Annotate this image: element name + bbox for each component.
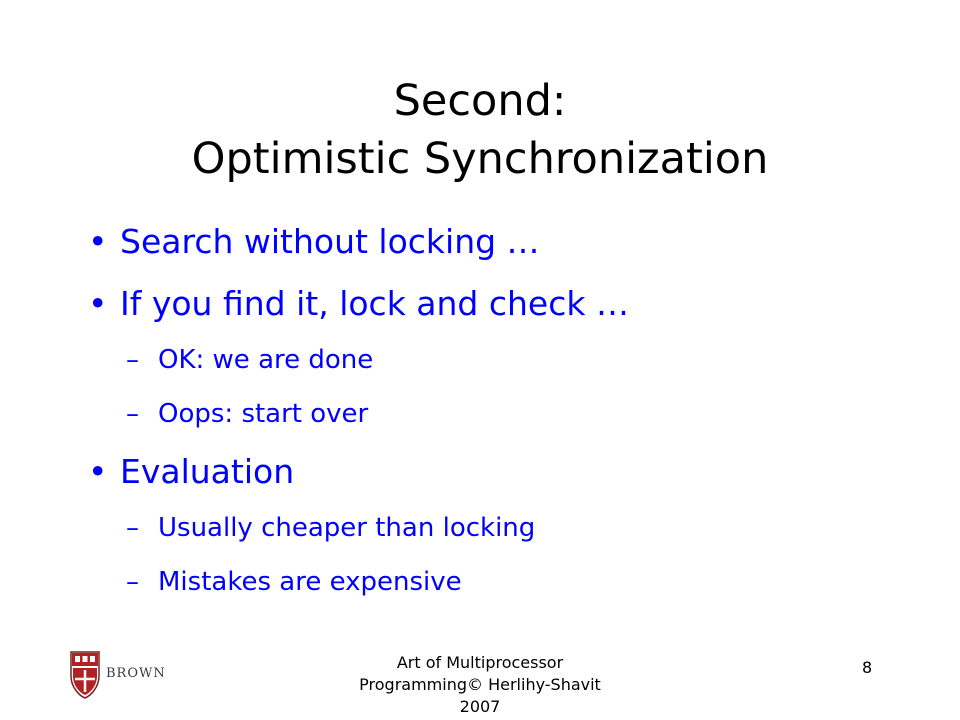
footer-credit-line-3: 2007 [459, 697, 501, 716]
sub-bullet-item [126, 512, 536, 544]
slide-title-line-1: Second: [393, 76, 567, 126]
bullet-marker: • [88, 222, 108, 261]
sub-bullet-text: OK: we are done [158, 345, 374, 375]
footer-credit-line-1: Art of Multiprocessor [396, 653, 564, 672]
sub-bullet-marker: – [126, 345, 139, 375]
sub-bullet-item [126, 398, 369, 430]
sub-bullet-text: Oops: start over [158, 399, 369, 429]
sub-bullet-marker: – [126, 513, 139, 543]
bullet-text: Evaluation [120, 452, 295, 491]
bullet-text: If you find it, lock and check … [120, 284, 629, 323]
bullet-item [88, 222, 540, 262]
footer-credit-line-2: Programming© Herlihy-Shavit [359, 675, 601, 694]
sub-bullet-item [126, 344, 374, 376]
bullet-item [88, 452, 295, 492]
sub-bullet-text: Mistakes are expensive [158, 567, 462, 597]
sub-bullet-item [126, 566, 462, 598]
brown-university-shield-icon [68, 646, 188, 702]
sub-bullet-marker: – [126, 567, 139, 597]
footer-credit [330, 652, 630, 720]
bullet-marker: • [88, 452, 108, 491]
bullet-text: Search without locking … [120, 222, 540, 261]
logo-wordmark: BROWN [106, 666, 166, 681]
sub-bullet-marker: – [126, 399, 139, 429]
sub-bullet-text: Usually cheaper than locking [158, 513, 536, 543]
page-number: 8 [862, 658, 873, 677]
slide-title-line-2: Optimistic Synchronization [191, 134, 769, 184]
bullet-marker: • [88, 284, 108, 323]
brown-logo [68, 646, 188, 702]
bullet-item [88, 284, 629, 324]
